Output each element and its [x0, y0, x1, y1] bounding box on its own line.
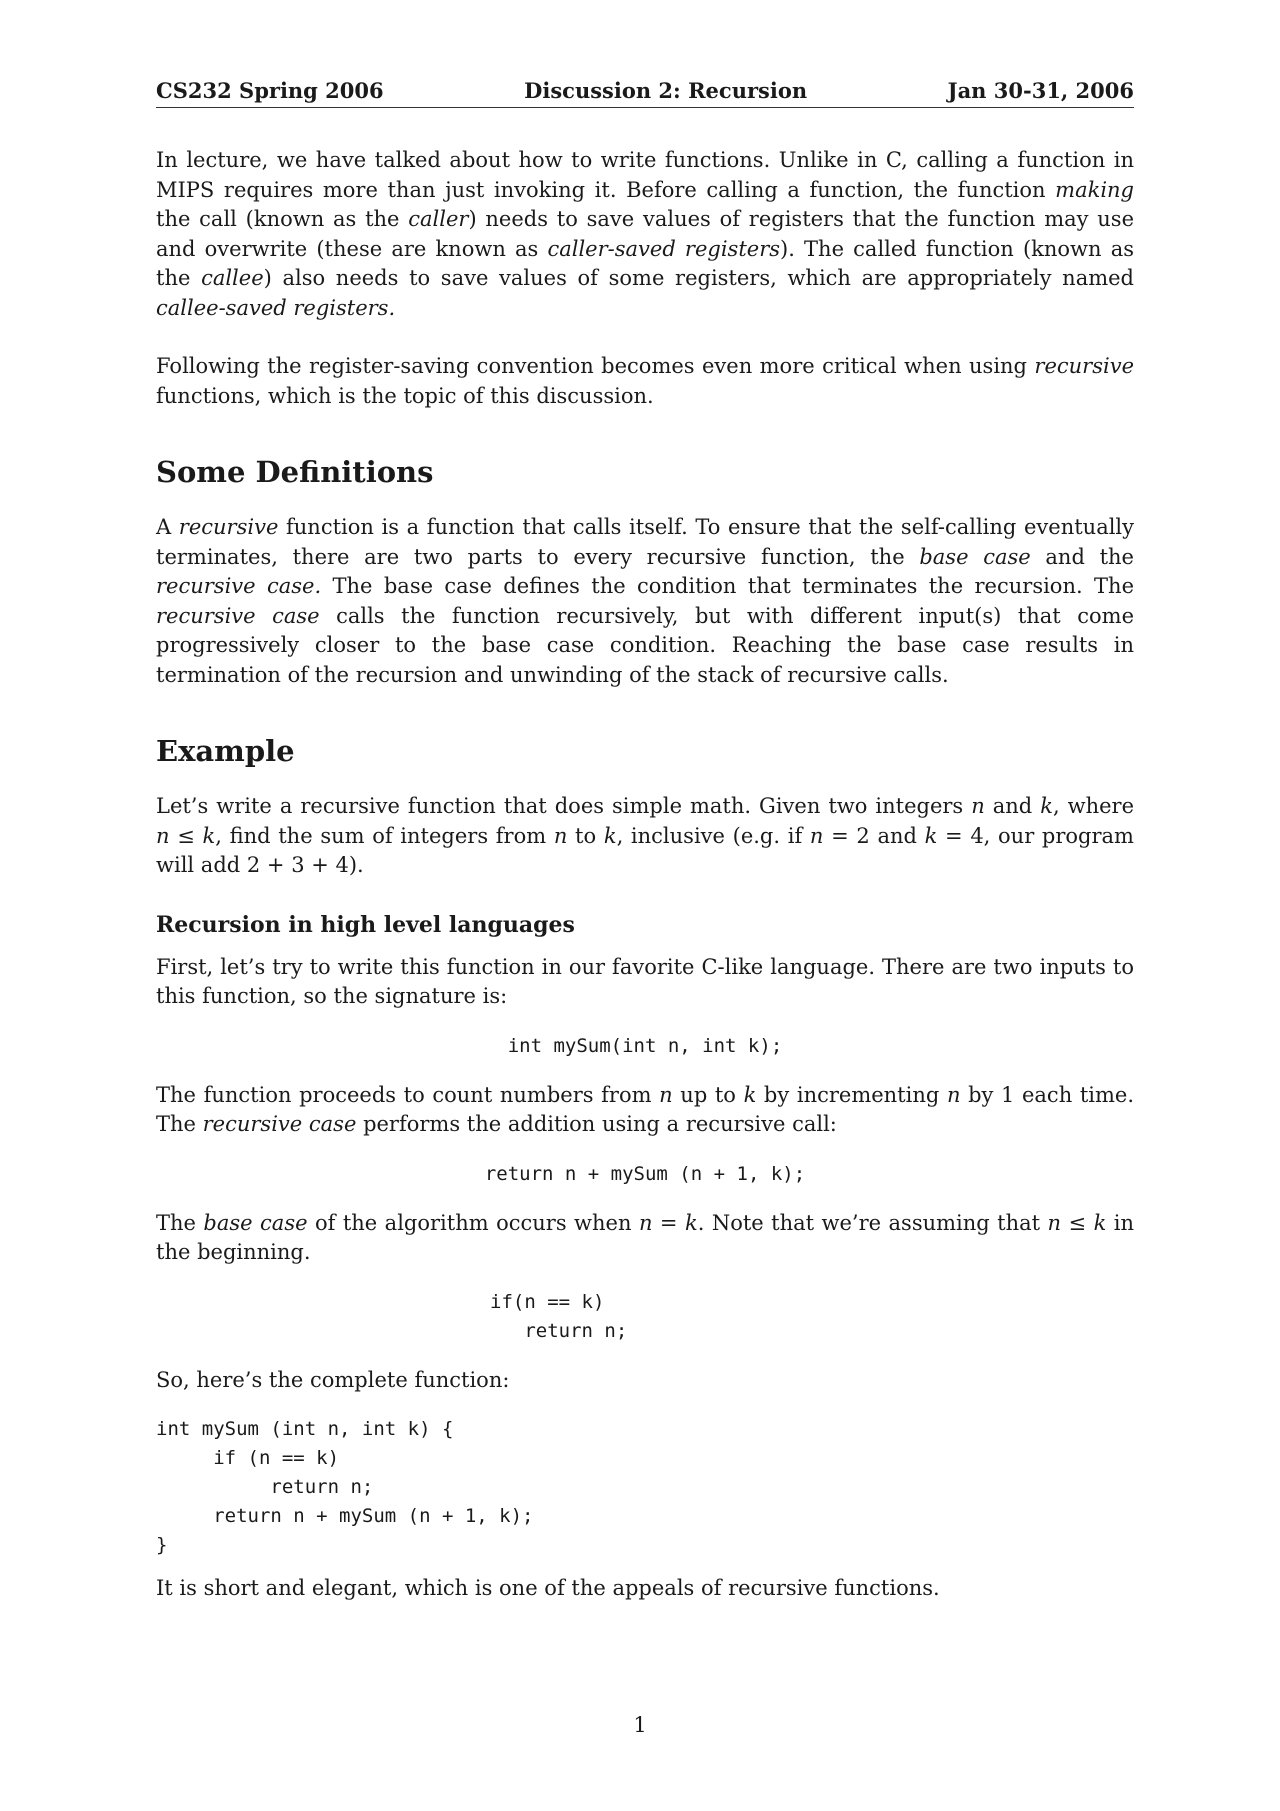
high-level-paragraph-5: It is short and elegant, which is one of the appeals of recursive functions.: [156, 1576, 940, 1600]
high-level-paragraph-3: The base case of the algorithm occurs when n = k. Note that we’re assuming that n ≤ k in the beginning.: [156, 1210, 1134, 1264]
code-recursive-case: return n + mySum (n + 1, k);: [484, 1162, 806, 1185]
code-base-case: if(n == k) return n;: [490, 1290, 628, 1342]
page: [156, 78, 1134, 1604]
intro-paragraph-2: Following the register-saving convention becomes even more critical when using recursive functions, which is the topic of this discussion.: [156, 354, 1134, 408]
section-heading-example: Example: [156, 734, 295, 768]
high-level-paragraph-2: The function proceeds to count numbers from n up to k by incrementing n by 1 each time. The recursive case performs the addition using a recursive call:: [156, 1082, 1135, 1136]
example-paragraph: Let’s write a recursive function that does simple math. Given two integers n and k, where n ≤ k, find the sum of integers from n to k, inclusive (e.g. if n = 2 and k = 4, our program will add 2 + 3 + 4).: [156, 794, 1135, 877]
definitions-paragraph: A recursive function is a function that calls itself. To ensure that the self-calling eventually terminates, there are two parts to every recursive function, the base case and the recursive case. The base case defines the condition that terminates the recursion. The recursive case calls the function recursively, but with different input(s) that come progressively closer to the base case condition. Reaching the base case results in termination of the recursion and unwinding of the stack of recursive calls.: [156, 515, 1135, 687]
high-level-paragraph-4: So, here’s the complete function:: [156, 1367, 510, 1392]
intro-paragraph-1: In lecture, we have talked about how to write functions. Unlike in C, calling a function in MIPS requires more than just invoking it. Before calling a function, the function making the call (known as the caller) needs to save values of registers that the function may use and overwrite (these are known as caller-saved registers). The called function (known as the callee) also needs to save values of some registers, which are appropriately named callee-saved registers.: [156, 148, 1135, 320]
header-course: CS232 Spring 2006: [156, 78, 384, 103]
header-date: Jan 30-31, 2006: [947, 78, 1134, 103]
code-complete-function: int mySum (int n, int k) { if (n == k) return n; return n + mySum (n + 1, k); }: [156, 1418, 534, 1556]
section-heading-definitions: Some Definitions: [156, 455, 434, 489]
header-title: Discussion 2: Recursion: [524, 78, 808, 103]
code-signature: int mySum(int n, int k);: [507, 1034, 783, 1057]
high-level-paragraph-1: First, let’s try to write this function in our favorite C-like language. There are two inputs to this function, so the signature is:: [156, 954, 1134, 1008]
page-number: 1: [633, 1713, 647, 1737]
subsection-heading-high-level: Recursion in high level languages: [156, 911, 575, 938]
running-header: [156, 78, 1134, 108]
